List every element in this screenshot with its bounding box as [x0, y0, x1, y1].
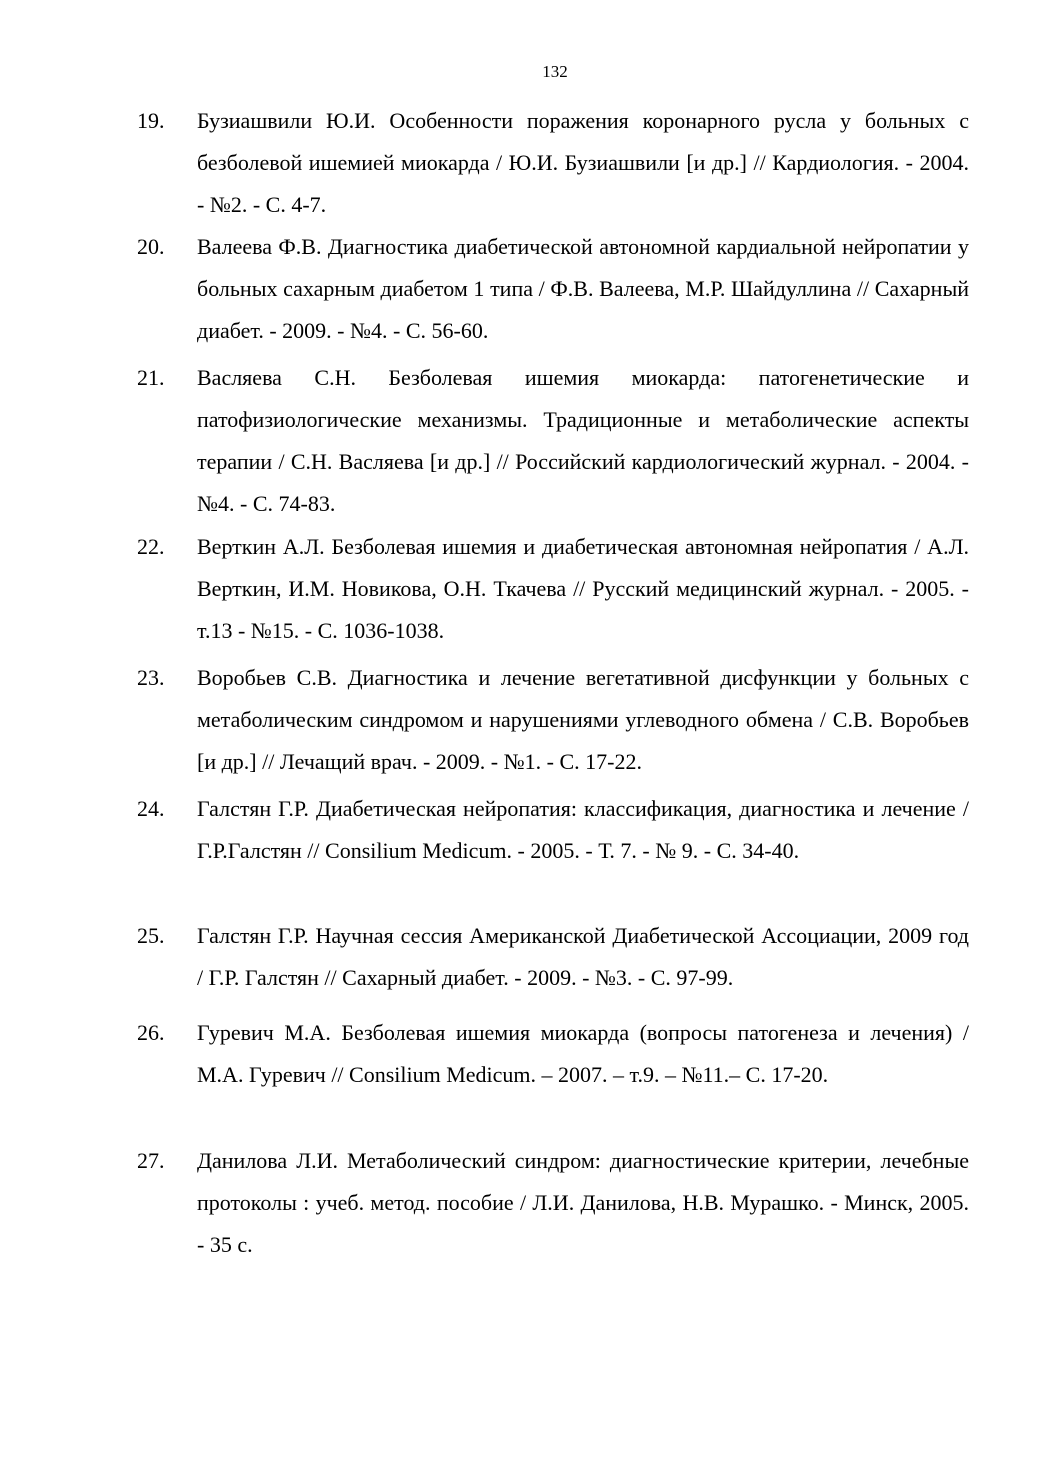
reference-number: 26.: [137, 1020, 165, 1045]
reference-text: Данилова Л.И. Метаболический синдром: диагностические критерии, лечебные протоколы : учеб. метод. пособие / Л.И. Данилова, Н.В. Мурашко. - Минск, 2005. - 35 с.: [197, 1148, 969, 1257]
reference-number: 20.: [137, 234, 165, 259]
reference-text: Верткин А.Л. Безболевая ишемия и диабетическая автономная нейропатия / А.Л. Верткин, И.М. Новикова, О.Н. Ткачева // Русский медицинский журнал. - 2005. - т.13 - №15. - С. 1036-1038.: [197, 534, 969, 643]
reference-text: Васляева С.Н. Безболевая ишемия миокарда: патогенетические и патофизиологические механизмы. Традиционные и метаболические аспекты терапии / С.Н. Васляева [и др.] // Российский кардиологический журнал. - 2004. - №4. - С. 74-83.: [197, 365, 969, 516]
reference-text: Воробьев С.В. Диагностика и лечение вегетативной дисфункции у больных с метаболическим синдромом и нарушениями углеводного обмена / С.В. Воробьев [и др.] // Лечащий врач. - 2009. - №1. - С. 17-22.: [197, 665, 969, 774]
reference-item: [137, 1140, 969, 1266]
reference-item: [137, 226, 969, 352]
reference-text: Бузиашвили Ю.И. Особенности поражения коронарного русла у больных с безболевой ишемией миокарда / Ю.И. Бузиашвили [и др.] // Кардиология. - 2004. - №2. - С. 4-7.: [197, 108, 969, 217]
reference-item: [137, 915, 969, 999]
reference-item: [137, 526, 969, 652]
reference-number: 23.: [137, 665, 165, 690]
reference-text: Галстян Г.Р. Диабетическая нейропатия: классификация, диагностика и лечение / Г.Р.Галстян // Consilium Medicum. - 2005. - Т. 7. - № 9. - С. 34-40.: [197, 796, 969, 863]
reference-text: Валеева Ф.В. Диагностика диабетической автономной кардиальной нейропатии у больных сахарным диабетом 1 типа / Ф.В. Валеева, М.Р. Шайдуллина // Сахарный диабет. - 2009. - №4. - С. 56-60.: [197, 234, 969, 343]
reference-number: 24.: [137, 796, 165, 821]
reference-number: 27.: [137, 1148, 165, 1173]
reference-item: [137, 100, 969, 226]
reference-number: 25.: [137, 923, 165, 948]
reference-item: [137, 1012, 969, 1096]
reference-text: Гуревич М.А. Безболевая ишемия миокарда (вопросы патогенеза и лечения) / М.А. Гуревич // Consilium Medicum. – 2007. – т.9. – №11.– С. 17-20.: [197, 1020, 969, 1087]
reference-text: Галстян Г.Р. Научная сессия Американской Диабетической Ассоциации, 2009 год / Г.Р. Галстян // Сахарный диабет. - 2009. - №3. - С. 97-99.: [197, 923, 969, 990]
page-number: 132: [542, 62, 568, 81]
reference-item: [137, 788, 969, 872]
reference-item: [137, 657, 969, 783]
reference-number: 22.: [137, 534, 165, 559]
reference-number: 19.: [137, 108, 165, 133]
reference-number: 21.: [137, 365, 165, 390]
reference-item: [137, 357, 969, 525]
